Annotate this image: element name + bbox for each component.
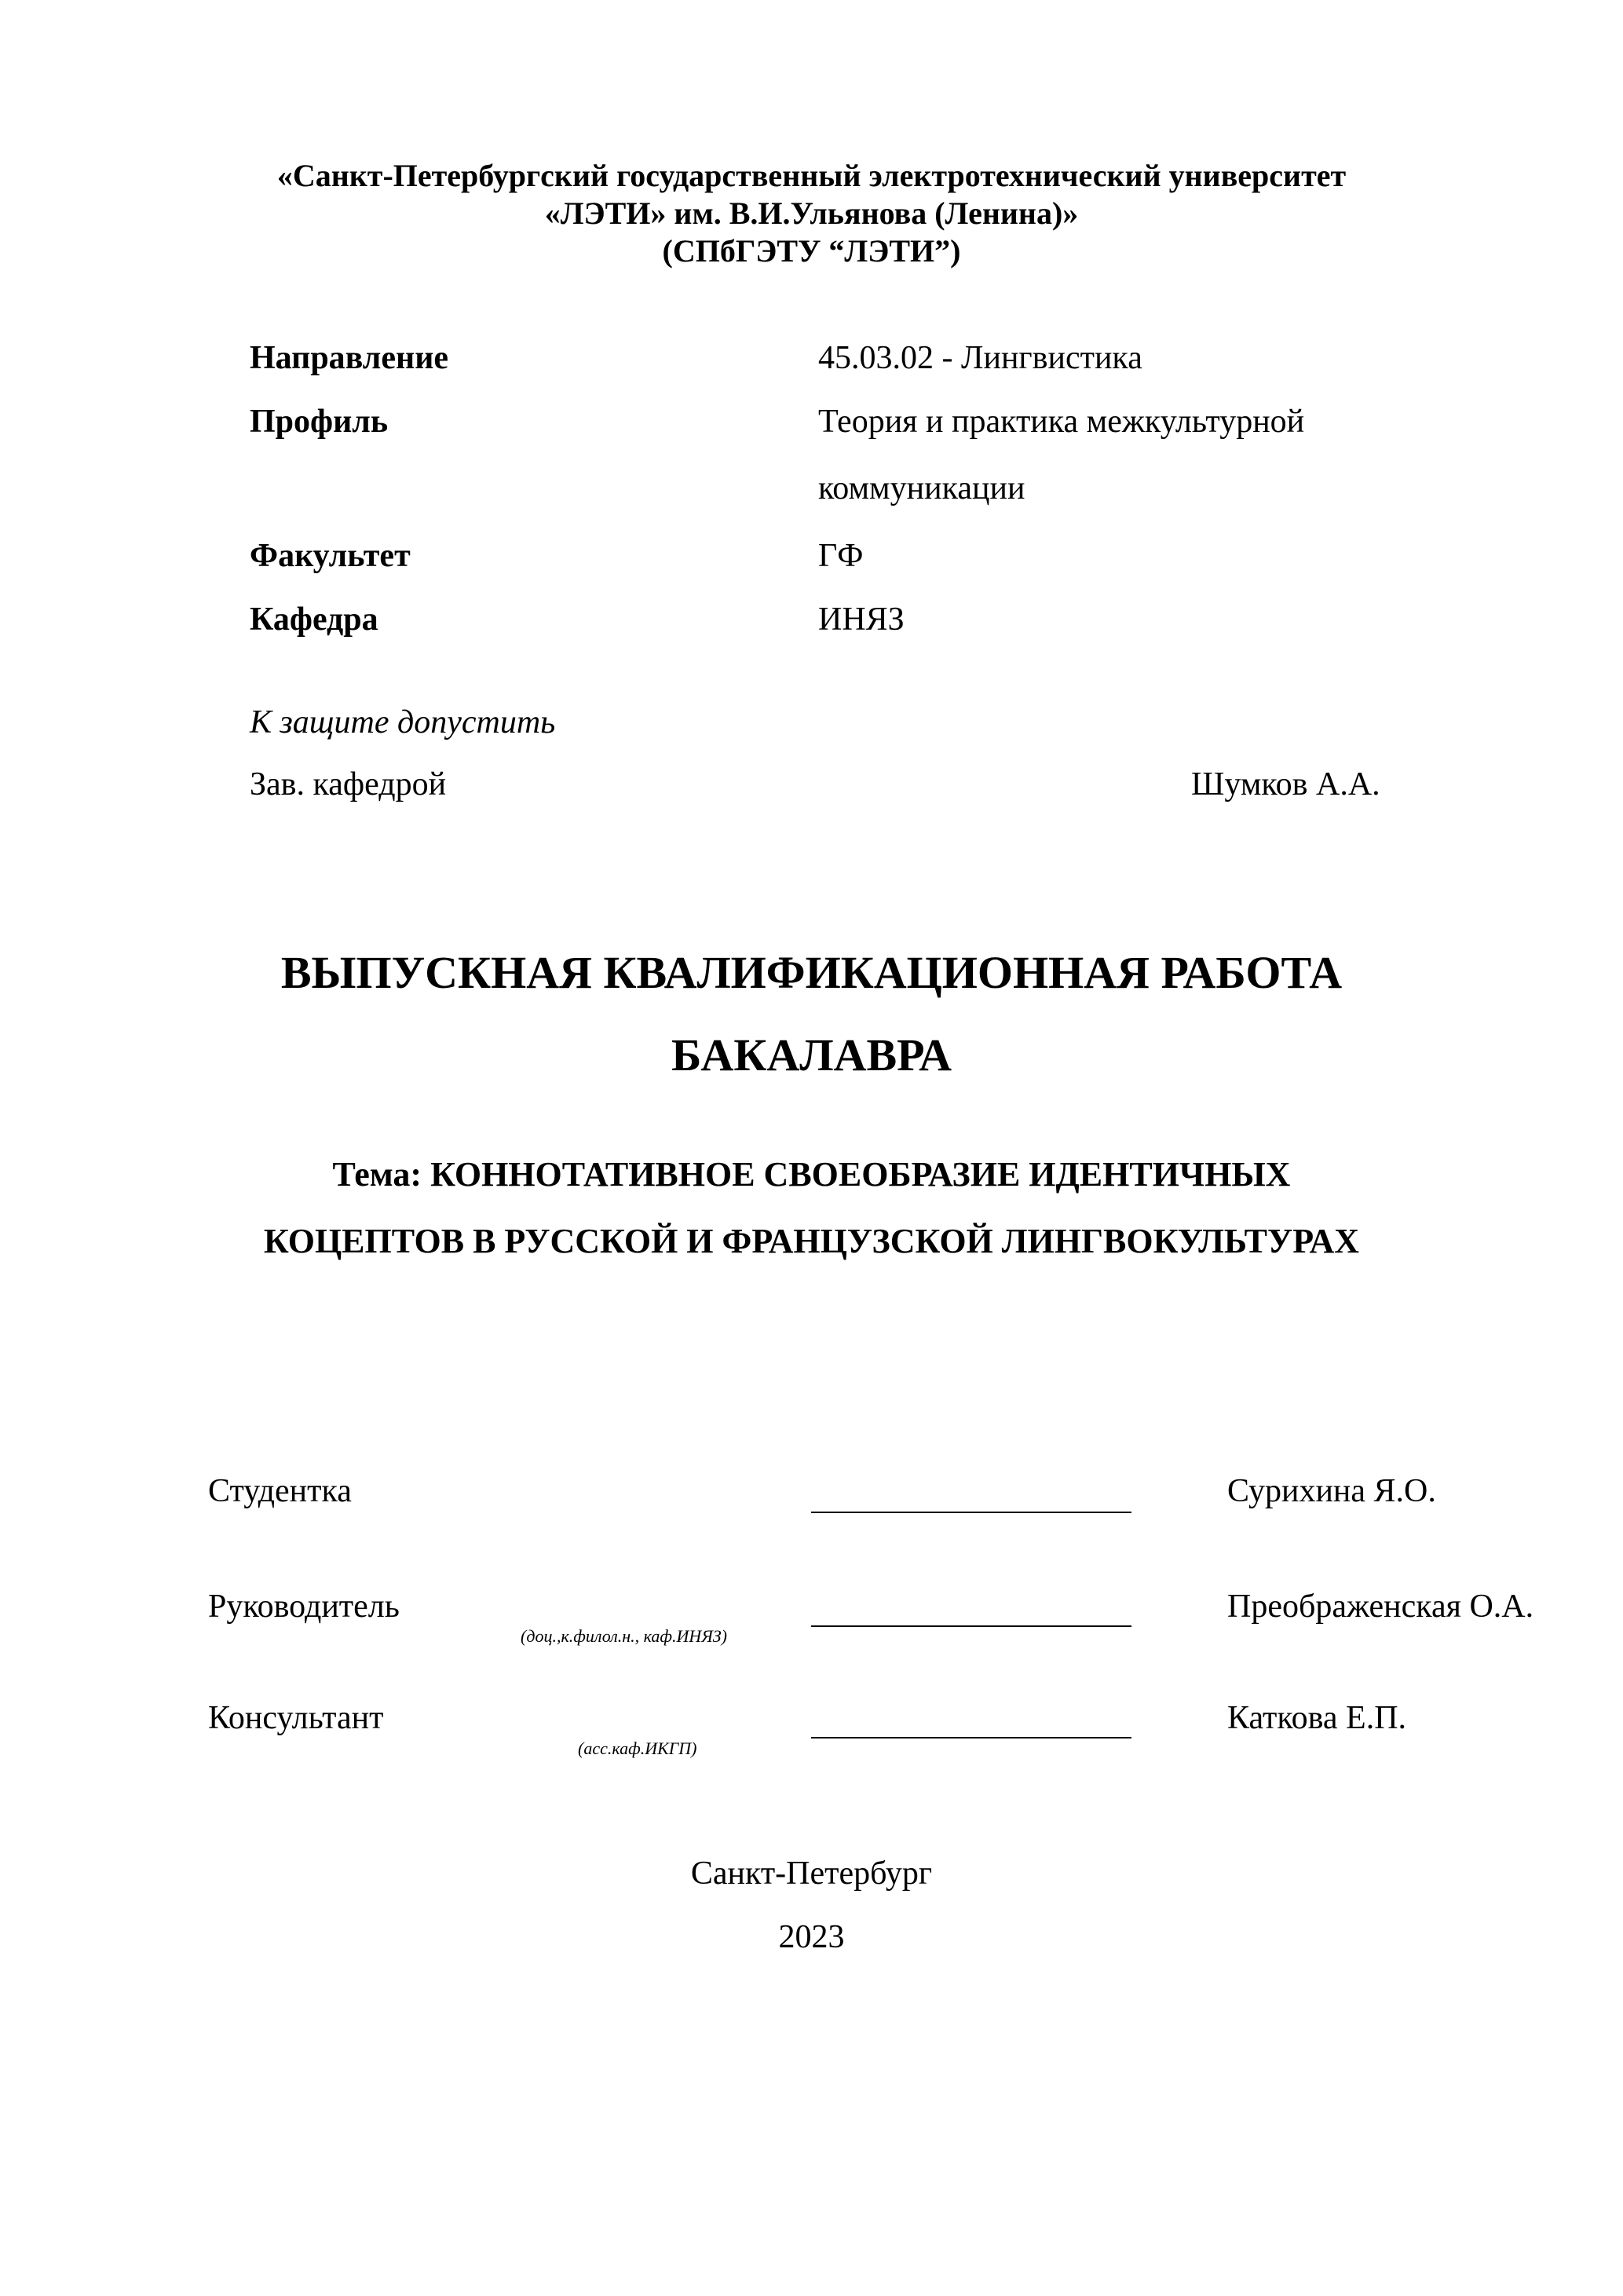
university-name-line1: «Санкт-Петербургский государственный электротехнический университет [276, 158, 1347, 193]
consultant-name: Каткова Е.П. [1227, 1700, 1407, 1736]
consultant-role-label: Консультант [208, 1700, 384, 1736]
thesis-title-line1: ВЫПУСКНАЯ КВАЛИФИКАЦИОННАЯ РАБОТА [280, 947, 1343, 998]
thesis-title-line2: БАКАЛАВРА [671, 1029, 952, 1080]
faculty-label: Факультет [250, 538, 411, 574]
consultant-signature-line [811, 1737, 1131, 1738]
student-role-label: Студентка [208, 1473, 352, 1509]
supervisor-name: Преображенская О.А. [1227, 1589, 1534, 1625]
department-label: Кафедра [250, 601, 378, 638]
department-head-name: Шумков А.А. [1191, 766, 1380, 803]
admission-text: К защите допустить [250, 704, 556, 740]
consultant-credentials-note: (асс.каф.ИКГП) [578, 1738, 697, 1758]
thesis-topic-line2: КОЦЕПТОВ В РУССКОЙ И ФРАНЦУЗСКОЙ ЛИНГВОКУЛЬТУРАХ [263, 1222, 1360, 1260]
supervisor-signature-line [811, 1625, 1131, 1627]
student-signature-line [811, 1512, 1131, 1513]
faculty-value: ГФ [818, 538, 864, 574]
university-abbreviation: (СПбГЭТУ “ЛЭТИ”) [662, 233, 961, 269]
profile-value-line2: коммуникации [818, 470, 1025, 506]
supervisor-credentials-note: (доц.,к.филол.н., каф.ИНЯЗ) [521, 1626, 728, 1646]
direction-label: Направление [250, 340, 449, 376]
footer-year: 2023 [778, 1919, 845, 1955]
department-value: ИНЯЗ [818, 601, 905, 638]
footer-city: Санкт-Петербург [690, 1855, 933, 1892]
profile-label: Профиль [250, 404, 389, 440]
university-name-line2: «ЛЭТИ» им. В.И.Ульянова (Ленина)» [544, 196, 1079, 231]
supervisor-role-label: Руководитель [208, 1589, 400, 1625]
profile-value-line1: Теория и практика межкультурной [818, 404, 1305, 440]
student-name: Сурихина Я.О. [1227, 1473, 1436, 1509]
department-head-label: Зав. кафедрой [250, 766, 447, 803]
direction-value: 45.03.02 - Лингвистика [818, 340, 1142, 376]
thesis-topic-line1: Тема: КОННОТАТИВНОЕ СВОЕОБРАЗИЕ ИДЕНТИЧНЫХ [332, 1155, 1291, 1194]
